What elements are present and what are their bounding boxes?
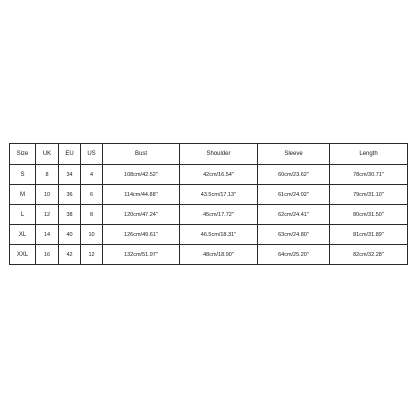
cell-uk: 8 bbox=[36, 165, 59, 185]
cell-us: 4 bbox=[81, 165, 103, 185]
size-chart-table bbox=[9, 143, 408, 265]
cell-shoulder: 42cm/16.54'' bbox=[180, 165, 258, 185]
cell-shoulder: 48cm/18.90'' bbox=[180, 245, 258, 265]
cell-sleeve: 64cm/25.20'' bbox=[258, 245, 330, 265]
cell-sleeve: 60cm/23.62'' bbox=[258, 165, 330, 185]
header-uk: UK bbox=[36, 144, 59, 165]
cell-bust: 108cm/42.52'' bbox=[103, 165, 180, 185]
cell-size: XXL bbox=[10, 245, 36, 265]
cell-length: 79cm/31.10'' bbox=[330, 185, 408, 205]
header-bust: Bust bbox=[103, 144, 180, 165]
cell-size: S bbox=[10, 165, 36, 185]
table-row bbox=[10, 245, 408, 265]
table-row bbox=[10, 205, 408, 225]
cell-uk: 16 bbox=[36, 245, 59, 265]
cell-shoulder: 45cm/17.72'' bbox=[180, 205, 258, 225]
cell-bust: 114cm/44.88'' bbox=[103, 185, 180, 205]
cell-eu: 34 bbox=[59, 165, 81, 185]
cell-size: L bbox=[10, 205, 36, 225]
cell-sleeve: 61cm/24.02'' bbox=[258, 185, 330, 205]
cell-eu: 36 bbox=[59, 185, 81, 205]
cell-eu: 38 bbox=[59, 205, 81, 225]
cell-bust: 120cm/47.24'' bbox=[103, 205, 180, 225]
cell-shoulder: 46.5cm/18.31'' bbox=[180, 225, 258, 245]
cell-size: M bbox=[10, 185, 36, 205]
cell-us: 12 bbox=[81, 245, 103, 265]
header-shoulder: Shoulder bbox=[180, 144, 258, 165]
cell-bust: 132cm/51.97'' bbox=[103, 245, 180, 265]
cell-sleeve: 63cm/24.80'' bbox=[258, 225, 330, 245]
cell-eu: 42 bbox=[59, 245, 81, 265]
table-row bbox=[10, 185, 408, 205]
cell-sleeve: 62cm/24.41'' bbox=[258, 205, 330, 225]
cell-eu: 40 bbox=[59, 225, 81, 245]
cell-bust: 126cm/49.61'' bbox=[103, 225, 180, 245]
cell-length: 78cm/30.71'' bbox=[330, 165, 408, 185]
header-us: US bbox=[81, 144, 103, 165]
cell-us: 8 bbox=[81, 205, 103, 225]
cell-shoulder: 43.5cm/17.13'' bbox=[180, 185, 258, 205]
cell-length: 82cm/32.28'' bbox=[330, 245, 408, 265]
header-length: Length bbox=[330, 144, 408, 165]
cell-us: 10 bbox=[81, 225, 103, 245]
cell-length: 80cm/31.50'' bbox=[330, 205, 408, 225]
header-sleeve: Sleeve bbox=[258, 144, 330, 165]
header-row bbox=[10, 144, 408, 165]
cell-length: 81cm/31.89'' bbox=[330, 225, 408, 245]
cell-uk: 10 bbox=[36, 185, 59, 205]
table-row bbox=[10, 165, 408, 185]
header-eu: EU bbox=[59, 144, 81, 165]
cell-size: XL bbox=[10, 225, 36, 245]
table-row bbox=[10, 225, 408, 245]
cell-us: 6 bbox=[81, 185, 103, 205]
cell-uk: 12 bbox=[36, 205, 59, 225]
header-size: Size bbox=[10, 144, 36, 165]
cell-uk: 14 bbox=[36, 225, 59, 245]
